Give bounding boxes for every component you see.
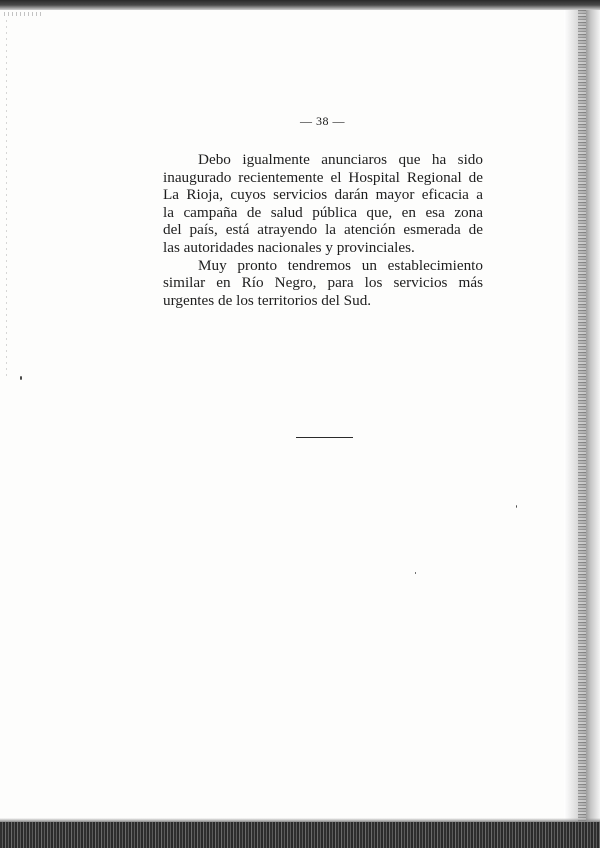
- scan-speck: [516, 505, 517, 508]
- scan-border-top: [0, 0, 600, 10]
- paragraph: [163, 151, 483, 257]
- scan-artifact: [4, 12, 44, 16]
- paragraph: [163, 257, 483, 310]
- scan-speck: [415, 572, 416, 574]
- scan-speck: [20, 376, 22, 380]
- text-line: Muy pronto tendremos un establecimiento: [198, 256, 483, 274]
- scan-artifact: [6, 20, 7, 380]
- scan-border-right-noise: [578, 10, 586, 822]
- scan-border-bottom: [0, 822, 600, 848]
- text-line: la campaña de salud pública que, en esa zona: [163, 203, 483, 221]
- text-line: similar en Río Negro, para los servicios más: [163, 274, 483, 292]
- text-line: del país, está atrayendo la atención esmerada de: [163, 221, 483, 239]
- text-line: La Rioja, cuyos servicios darán mayor eficacia a: [163, 186, 483, 204]
- section-divider: [296, 437, 353, 438]
- text-line: Debo igualmente anunciaros que ha sido: [198, 151, 483, 168]
- body-text: [163, 151, 483, 309]
- text-line: urgentes de los territorios del Sud.: [163, 291, 372, 309]
- text-line: las autoridades nacionales y provinciales.: [163, 238, 415, 256]
- text-line: inaugurado recientemente el Hospital Regional de: [163, 168, 483, 186]
- page-number: — 38 —: [300, 114, 345, 128]
